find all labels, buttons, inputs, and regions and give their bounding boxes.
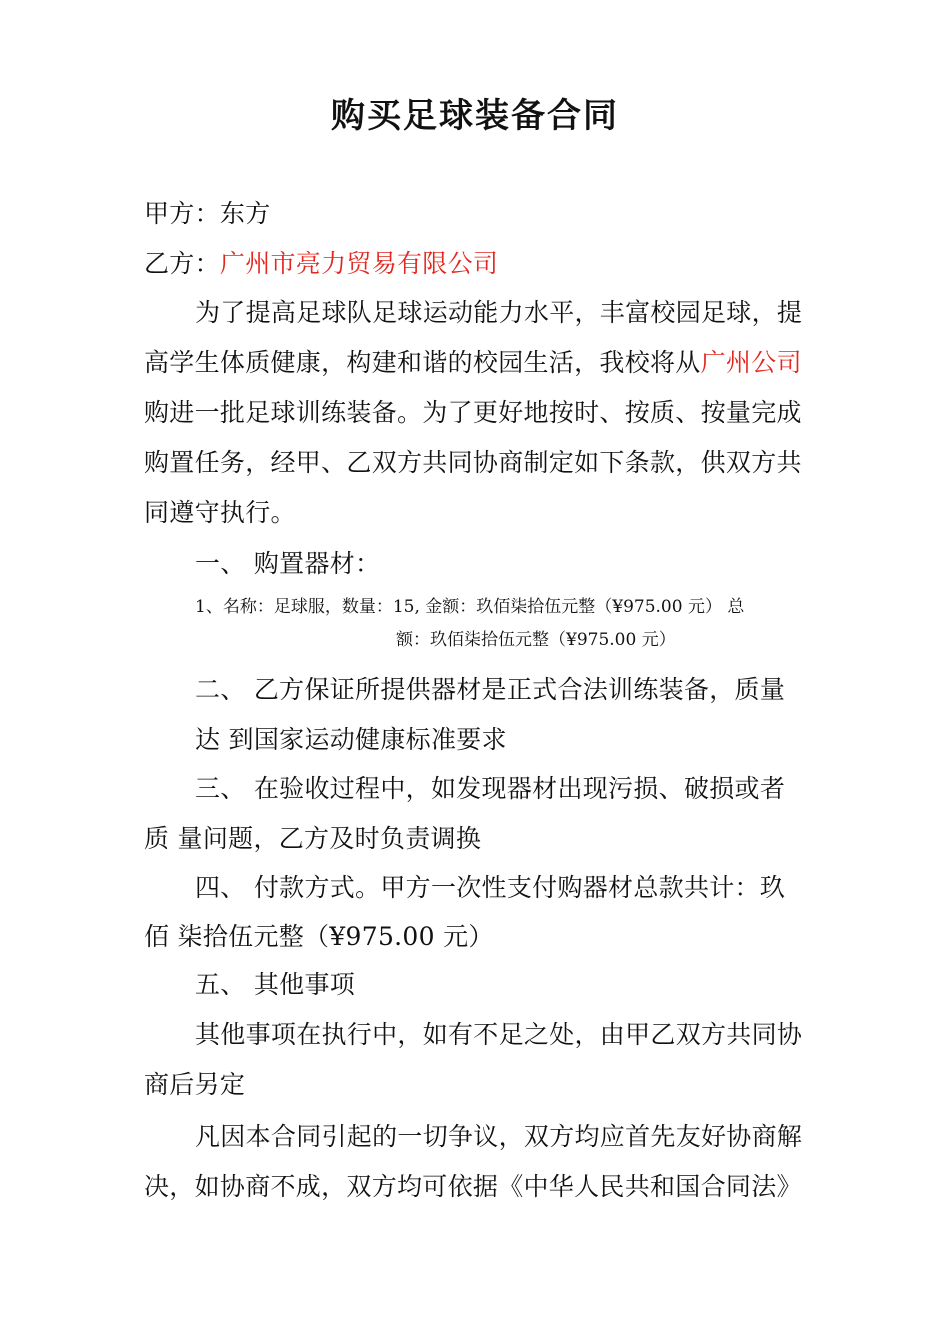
party-a-name: 东方 xyxy=(219,199,271,228)
section-5-paragraph-1-line-1: 其他事项在执行中，如有不足之处，由甲乙双方共同协 xyxy=(195,1020,803,1049)
section-1-heading: 一、 购置器材： xyxy=(195,549,381,578)
section-5-paragraph-2-line-2: 决，如协商不成，双方均可依据《中华人民共和国合同法》 xyxy=(144,1172,802,1201)
party-a-line xyxy=(144,199,814,229)
intro-line-5: 同遵守执行。 xyxy=(144,498,296,527)
section-1-item-line-2: 额：玖佰柒拾伍元整（¥975.00 元） xyxy=(396,630,676,650)
intro-line-2 xyxy=(144,348,814,378)
intro-line-2-text: 高学生体质健康，构建和谐的校园生活，我校将从 xyxy=(144,348,701,377)
document-title: 购买足球装备合同 xyxy=(331,96,619,136)
section-2-line-1: 二、 乙方保证所提供器材是正式合法训练装备，质量 xyxy=(195,675,786,704)
intro-line-1: 为了提高足球队足球运动能力水平，丰富校园足球，提 xyxy=(195,298,803,327)
party-b-label: 乙方： xyxy=(144,249,220,278)
section-3-line-2: 质 量问题，乙方及时负责调换 xyxy=(144,824,482,853)
section-2-line-2: 达 到国家运动健康标准要求 xyxy=(195,725,507,754)
intro-line-4: 购置任务，经甲、乙双方共同协商制定如下条款，供双方共 xyxy=(144,448,802,477)
party-a-label: 甲方： xyxy=(144,199,220,228)
section-5-paragraph-2-line-1: 凡因本合同引起的一切争议，双方均应首先友好协商解 xyxy=(195,1122,803,1151)
party-b-name: 广州市亮力贸易有限公司 xyxy=(219,249,499,278)
intro-line-3: 购进一批足球训练装备。为了更好地按时、按质、按量完成 xyxy=(144,398,802,427)
supplier-highlight: 广州公司 xyxy=(700,348,802,377)
section-4-line-1: 四、 付款方式。甲方一次性支付购器材总款共计：玖 xyxy=(195,873,786,902)
section-5-heading: 五、 其他事项 xyxy=(195,970,356,999)
section-4-line-2: 佰 柒拾伍元整（¥975.00 元） xyxy=(144,922,494,951)
party-b-line xyxy=(144,249,814,279)
section-3-line-1: 三、 在验收过程中，如发现器材出现污损、破损或者 xyxy=(195,774,786,803)
section-1-item-line-1: 1、名称：足球服，数量：15, 金额：玖佰柒拾伍元整（¥975.00 元） 总 xyxy=(195,597,745,617)
section-5-paragraph-1-line-2: 商后另定 xyxy=(144,1070,246,1099)
